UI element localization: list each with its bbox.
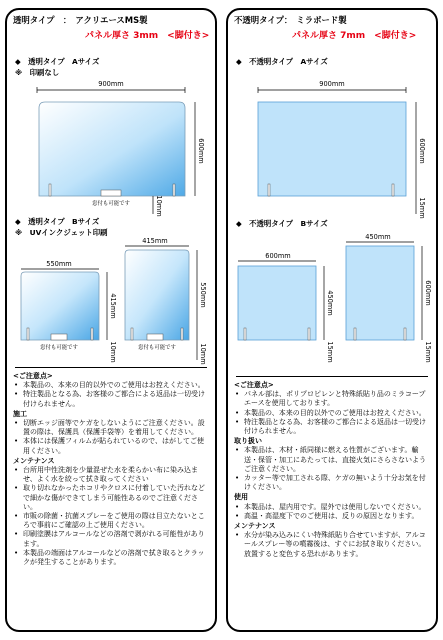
type-b-panel1-width: 550mm [46, 260, 72, 268]
type-b-panel2-leg: 10mm [199, 343, 207, 365]
list-item: • 切断エッジ面等でケガをしないようにご注意ください。設置の際は、保護具（保護手袋等）を着用してください。 [13, 419, 209, 437]
notes-heading: <ご注意点> [234, 381, 274, 389]
list-item: • 特注製品となる為、お客様のご都合による返品は一切受け付けられません。 [13, 390, 209, 408]
caution-notes [234, 381, 430, 559]
list-item: • 台所用中性洗剤を少量混ぜた水を柔らかい布に染み込ませ、よく水を絞って拭き取ってください [13, 466, 209, 484]
divider [236, 376, 428, 377]
type-b-heading: ◆ 透明タイプ Bサイズ [15, 217, 100, 226]
list-item: • 特注製品となる為、お客様のご都合による返品は一切受け付けられません。 [234, 418, 430, 436]
type-a-leg: 15mm [418, 197, 426, 219]
list-item: • 印刷塗膜はアルコールなどの溶剤で剥がれる可能性があります。 [13, 530, 209, 548]
list-item: • 本製品は、屋内用です。屋外では使用しないでください。 [234, 503, 430, 512]
list-item: • 本製品の端面はアルコールなどの溶剤で拭き取るとクラックが発生することがあります。 [13, 549, 209, 567]
list-item: • 本製品は、木材・紙同様に燃える性質がございます。輸送・保管・加工にあたっては、直接火気にさらさないようご注意ください。 [234, 446, 430, 474]
type-a-height: 600mm [418, 138, 426, 164]
type-b-panel1-width: 600mm [265, 252, 291, 260]
type-b-diagram [228, 230, 436, 363]
list-item: • 取り切れなかったホコリやクロスに付着していた汚れなどで細かな傷ができてしまう可能性あるのでご注意ください。 [13, 484, 209, 512]
type-a-leg: 10mm [155, 195, 163, 217]
list-item: • カッター等で加工される際、ケガの無いよう十分お気を付けください。 [234, 474, 430, 492]
caution-notes [13, 372, 209, 567]
type-b-panel2-height: 600mm [424, 280, 432, 306]
type-b-panel2-height: 550mm [199, 282, 207, 308]
list-item: • 水分が染み込みにくい特殊紙貼り合せていますが、アルコールスプレー等の噴霧後は、すぐにお拭き取りください。放置すると変色する恐れがあります。 [234, 531, 430, 559]
type-a-window-note: 窓付も可能です [92, 201, 130, 207]
type-b-panel1-height: 450mm [326, 290, 334, 316]
type-a-diagram [7, 76, 215, 216]
divider [15, 367, 207, 368]
card-subtitle: パネル厚さ 3mm <脚付き> [85, 31, 210, 41]
use-heading: 使用 [234, 493, 248, 502]
type-a-heading: ◆ 不透明タイプ Aサイズ [236, 57, 328, 66]
install-heading: 施工 [13, 409, 27, 418]
maintenance-heading: メンテナンス [234, 522, 276, 531]
type-a-width: 900mm [98, 80, 124, 88]
type-b-panel1-leg: 10mm [109, 341, 117, 363]
list-item: • 本製品の、本来の目的以外でのご使用はお控えください。 [13, 381, 209, 390]
list-item: • 本製品の、本来の目的以外でのご使用はお控えください。 [234, 409, 430, 418]
list-item: • 市販の除菌・抗菌スプレーをご使用の際は目立たないところで事前にご確認の上ご使用ください。 [13, 512, 209, 530]
type-b-panel2-leg: 15mm [424, 341, 432, 363]
list-item: • 高温・高湿度下でのご使用は、反りの原因となります。 [234, 512, 430, 521]
handling-heading: 取り扱い [234, 437, 262, 446]
card-title: 不透明タイプ： ミラボード製 [234, 15, 347, 25]
type-b-diagram [7, 232, 215, 365]
type-b-panel1-window: 窓付も可能です [40, 345, 78, 351]
card-title: 透明タイプ ： アクリエースMS製 [13, 15, 148, 25]
type-a-height: 600mm [197, 138, 205, 164]
maintenance-heading: メンテナンス [13, 456, 55, 465]
notes-heading: <ご注意点> [13, 372, 53, 380]
type-b-heading: ◆ 不透明タイプ Bサイズ [236, 219, 328, 228]
list-item: • 本体には保護フィルムが貼られているので、はがしてご使用ください。 [13, 437, 209, 455]
type-a-heading: ◆ 透明タイプ Aサイズ [15, 57, 100, 66]
type-a-print-note: ※ 印刷なし [15, 68, 60, 77]
list-item: • パネル部は、ポリプロピレンと特殊紙貼り品のミラコープエースを使用しております。 [234, 390, 430, 408]
type-b-print-note: ※ UVインクジェット印刷 [15, 228, 108, 237]
type-b-panel2-width: 415mm [142, 237, 168, 245]
type-b-panel1-height: 415mm [109, 293, 117, 319]
opaque-type-card [226, 8, 438, 632]
type-b-panel1-leg: 15mm [326, 341, 334, 363]
type-a-width: 900mm [319, 80, 345, 88]
type-a-diagram [228, 76, 436, 219]
type-b-panel2-width: 450mm [365, 233, 391, 241]
type-b-panel2-window: 窓付も可能です [138, 345, 176, 351]
transparent-type-card [5, 8, 217, 632]
card-subtitle: パネル厚さ 7mm <脚付き> [292, 31, 417, 41]
